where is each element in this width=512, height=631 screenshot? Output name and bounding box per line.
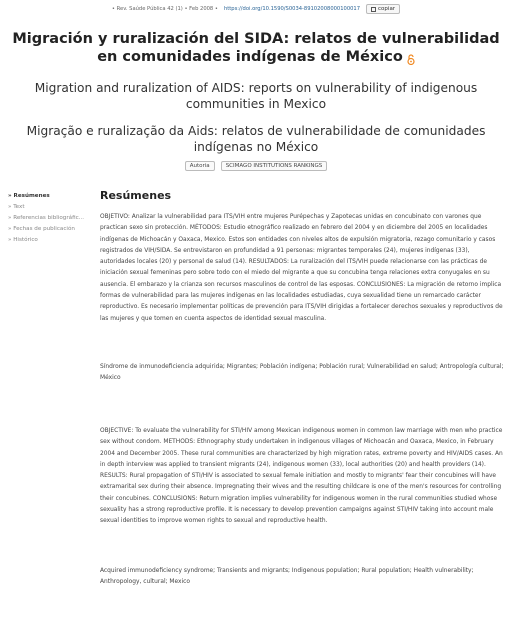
copy-icon (371, 7, 376, 12)
sidebar-nav (8, 191, 94, 246)
article-title-en: Migration and ruralization of AIDS: reports on vulnerability of indigenous communities in Mexico (34, 81, 478, 111)
authorship-button[interactable]: Autoria (185, 161, 215, 171)
citation-text: • Rev. Saúde Pública 42 (1) • Feb 2008 • (111, 6, 218, 12)
sidebar-item-publication-dates[interactable]: » Fechas de publicación (8, 226, 75, 232)
sidebar-item-text[interactable]: » Text (8, 204, 25, 210)
section-heading: Resúmenes (100, 189, 172, 202)
copy-button[interactable] (366, 4, 400, 14)
scimago-button[interactable]: SCIMAGO INSTITUTIONS RANKINGS (221, 161, 328, 171)
doi-link[interactable]: https://doi.org/10.1590/S0034-89102008000100017 (223, 6, 361, 12)
article-title-es-text: Migración y ruralización del SIDA: relatos de vulnerabilidad en comunidades indígenas de México (12, 31, 500, 65)
abstract-es: OBJETIVO: Analizar la vulnerabilidad para ITS/VIH entre mujeres Purépechas y Zapotecas unidas en concubinato con varones que practican sexo sin protección. MÉTODOS: Estudio etnográfico realizado en febrero del 2004 y en diciembre del 2005 en localidades indígenas de Michoacán y Oaxaca, Mexico. Estos son entidades con niveles altos de expulsión migratoria, rezago comunitario y casos registrados de VIH/SIDA. Se entrevistaron en profundidad a 91 personas: migrantes temporales (24), mujeres indígenas (33), autoridades locales (20) y personal de salud (14). RESULTADOS: La ruralización del ITS/VIH puede relacionarse con las prácticas de iniciación sexual femeninas pero sobre todo con el miedo del migrante a que su concubina tenga relaciones extra conyugales en su ausencia. El embarazo y la crianza son recursos masculinos de control de las esposas. CONCLUSIONES: La migración de retorno implica formas de vulnerabilidad para las mujeres indígenas en las localidades estudiadas, cuya sexualidad tiene un remarcado carácter reproductivo. Es necesario implementar políticas de prevención para ITS/VIH dirigidas a fortalecer derechos sexuales y reproductivos de las mujeres y que tomen en cuenta aspectos de identidad sexual masculina. (100, 214, 503, 322)
sidebar-item-history[interactable]: » Histórico (8, 237, 38, 243)
citation-bar (0, 4, 512, 14)
keywords-es: Síndrome de inmunodeficiencia adquirida; Migrantes; Población indígena; Población rural; Vulnerabilidad en salud; Antropología cultural; México (100, 364, 504, 382)
open-access-icon (407, 52, 415, 63)
sidebar-item-references[interactable]: » Referencias bibliográfic... (8, 215, 84, 221)
sidebar-item-resumenes[interactable]: » Resúmenes (8, 193, 50, 199)
copy-button-label: copiar (378, 6, 396, 12)
abstract-en: OBJECTIVE: To evaluate the vulnerability for STI/HIV among Mexican indigenous women in common law marriage with men who practice sex without condom. METHODS: Ethnography study undertaken in indigenous villages of Michoacán and Oaxaca, Mexico, in February 2004 and December 2005. These rural communities are characterized by high migration rates, extreme poverty and HIV/AIDS cases. An in depth interview was applied to transient migrants (24), indigenous women (33), local authorities (20) and health providers (14). RESULTS: Rural propagation of STI/HIV is associated to sexual female initiation and mostly to migrants' fear their concubines will have extramarital sex during their absence. Impregnating their wives and the resulting childcare is one of the men's resources for controlling their concubines. CONCLUSIONS: Return migration implies vulnerability for indigenous women in the rural communities studied whose sexuality has a strong reproductive profile. It is necessary to develop prevention campaigns against STI/HIV taking into account male sexual identities to improve women rights to sexual and reproductive health. (100, 428, 503, 525)
article-title-es (10, 30, 502, 66)
tag-row (0, 161, 512, 171)
keywords-en: Acquired immunodeficiency syndrome; Transients and migrants; Indigenous population; Rural population; Health vulnerability; Anthropology, cultural; Mexico (100, 568, 474, 586)
article-title-pt: Migração e ruralização da Aids: relatos de vulnerabilidade de comunidades indígenas no México (26, 124, 486, 154)
